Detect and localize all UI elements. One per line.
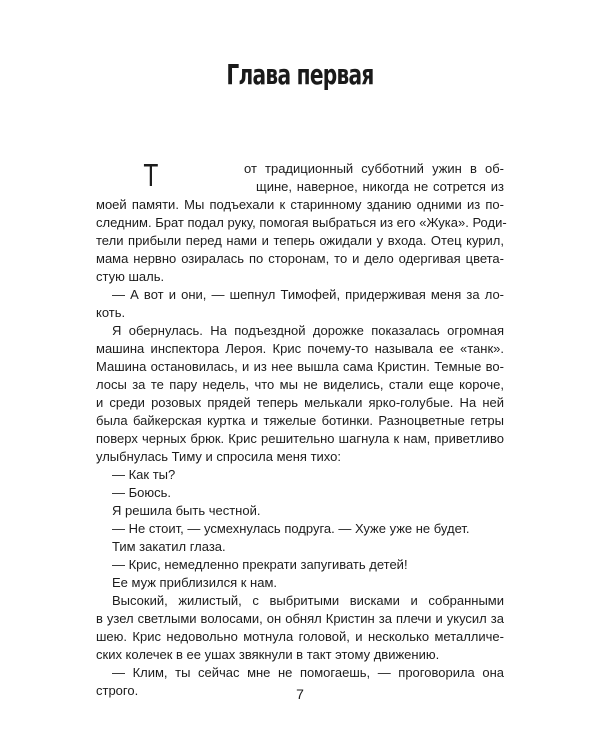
text-line: лосы за те пару недель, что мы не виделись, стали еще короче,: [96, 377, 504, 392]
text-line: Машина остановилась, и из нее вышла сама Кристин. Темные во-: [96, 359, 504, 374]
text-line: — Как ты?: [112, 467, 176, 482]
text-line: мама нервно озиралась по сторонам, то и дело одергивая цвета-: [96, 251, 504, 266]
text-line: Я обернулась. На подъездной дорожке показалась огромная: [112, 323, 504, 338]
drop-cap: Т: [144, 159, 158, 194]
chapter-title: Глава первая: [226, 58, 374, 91]
text-line: Высокий, жилистый, с выбритыми висками и собранными: [112, 593, 504, 608]
text-line: шею. Крис недовольно мотнула головой, и несколько металличе-: [96, 629, 504, 644]
body-text: [96, 160, 507, 700]
text-line: поверх черных брюк. Крис решительно шагнула к нам, приветливо: [96, 431, 504, 446]
page-number: 7: [296, 686, 304, 702]
text-line: стую шаль.: [96, 269, 165, 284]
text-line: — Крис, немедленно прекрати запугивать детей!: [112, 557, 408, 572]
text-line: следним. Брат подал руку, помогая выбраться из его «Жука». Роди-: [96, 215, 507, 230]
text-line: улыбнулась Тиму и спросила меня тихо:: [96, 449, 341, 464]
text-line: моей памяти. Мы подъехали к старинному зданию одними из по-: [96, 197, 504, 212]
text-line: — Боюсь.: [112, 485, 172, 500]
text-line: машина инспектора Лероя. Крис почему-то называла ее «танк».: [96, 341, 504, 356]
text-line: Ее муж приблизился к нам.: [112, 575, 278, 590]
text-line: — Не стоит, — усмехнулась подруга. — Хуже уже не будет.: [112, 521, 470, 536]
text-line: от традиционный субботний ужин в об-: [244, 161, 504, 176]
text-line: коть.: [96, 305, 126, 320]
text-line: Тим закатил глаза.: [112, 539, 226, 554]
text-line: — А вот и они, — шепнул Тимофей, придерживая меня за ло-: [112, 287, 504, 302]
text-line: Я решила быть честной.: [112, 503, 261, 518]
text-line: щине, наверное, никогда не сотрется из: [256, 179, 504, 194]
text-line: строго.: [96, 683, 139, 698]
text-line: была байкерская куртка и тяжелые ботинки. Разноцветные гетры: [96, 413, 504, 428]
text-line: — Клим, ты сейчас мне не помогаешь, — проговорила она: [112, 665, 504, 680]
text-line: в узел светлыми волосами, он обнял Кристин за плечи и укусил за: [96, 611, 504, 626]
text-line: и среди розовых прядей теперь мелькали ярко-голубые. На ней: [96, 395, 504, 410]
text-line: тели прибыли перед нами и теперь ожидали у входа. Отец курил,: [96, 233, 504, 248]
text-line: ских колечек в ее ушах звякнули в такт этому движению.: [96, 647, 440, 662]
